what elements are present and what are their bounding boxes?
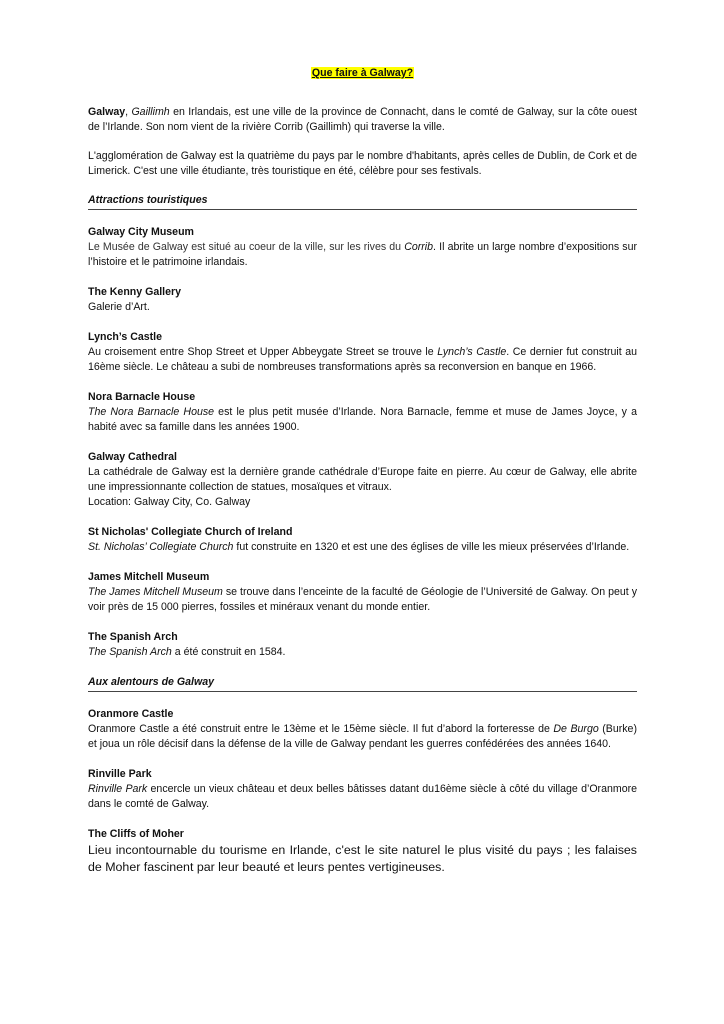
attraction-title: Rinville Park bbox=[88, 768, 152, 780]
italic-text: St. Nicholas’ Collegiate Church bbox=[88, 541, 234, 553]
body-text: , bbox=[125, 106, 132, 118]
attraction-description bbox=[88, 405, 637, 435]
body-text: encercle un vieux château et deux belles bâtisses datant du16ème siècle à côté du village d’Oranmore dans le comté de Galway. bbox=[88, 783, 637, 810]
attraction-title: The Spanish Arch bbox=[88, 631, 178, 643]
body-text: Lieu incontournable du tourisme en Irlande, c'est le site naturel le plus visité du pays ; les falaises de Moher fascinent par leur beauté et leurs pentes vertigineuses. bbox=[88, 843, 637, 874]
body-text: . Il abrite un large nombre d’expositions sur l’histoire et le patrimoine irlandais. bbox=[88, 241, 637, 268]
document-section bbox=[88, 193, 637, 660]
attraction-entry bbox=[88, 630, 637, 660]
attraction-entry bbox=[88, 330, 637, 375]
attraction-title: The Kenny Gallery bbox=[88, 286, 182, 298]
document-content bbox=[88, 66, 637, 891]
sections-container bbox=[88, 193, 637, 876]
body-text: se trouve dans l’enceinte de la faculté de Géologie de l’Université de Galway. On peut y voir près de 15 000 pierres, fossiles et minéraux venant du monde entier. bbox=[88, 586, 637, 613]
attraction-entry bbox=[88, 767, 637, 812]
body-text: Au croisement entre Shop Street et Upper Abbeygate Street se trouve le bbox=[88, 346, 438, 358]
italic-text: Gaillimh bbox=[131, 106, 170, 118]
italic-text: De Burgo bbox=[553, 723, 599, 735]
body-text: en Irlandais, est une ville de la province de Connacht, dans le comté de Galway, sur la côte ouest de l’Irlande. Son nom vient de la rivière Corrib (Gaillimh) qui traverse la ville. bbox=[88, 106, 637, 133]
body-text: fut construite en 1320 et est une des églises de ville les mieux préservées d’Irlande. bbox=[233, 541, 630, 553]
italic-text: Rinville Park bbox=[88, 783, 148, 795]
section-heading: Aux alentours de Galway bbox=[88, 675, 637, 692]
italic-text: The James Mitchell Museum bbox=[88, 586, 223, 598]
attraction-title: Lynch’s Castle bbox=[88, 331, 162, 343]
attraction-entry bbox=[88, 225, 637, 270]
attraction-description bbox=[88, 240, 637, 270]
attraction-description bbox=[88, 842, 637, 876]
intro-section bbox=[88, 105, 637, 179]
attraction-description bbox=[88, 540, 637, 555]
attraction-title: Oranmore Castle bbox=[88, 708, 174, 720]
intro-paragraph bbox=[88, 105, 637, 135]
body-text: est le plus petit musée d’Irlande. Nora Barnacle, femme et muse de James Joyce, y a habité avec sa famille dans les années 1900. bbox=[88, 406, 637, 433]
attraction-title: The Cliffs of Moher bbox=[88, 828, 184, 840]
attraction-location: Location: Galway City, Co. Galway bbox=[88, 496, 251, 508]
italic-text: The Spanish Arch bbox=[88, 646, 172, 658]
attraction-entry bbox=[88, 525, 637, 555]
attraction-title: Galway Cathedral bbox=[88, 451, 177, 463]
body-text: (Burke) et joua un rôle décisif dans la défense de la ville de Galway pendant les guerres confédérées des années 1640. bbox=[88, 723, 637, 750]
body-text: a été construit en 1584. bbox=[171, 646, 286, 658]
attraction-description bbox=[88, 345, 637, 375]
attraction-description bbox=[88, 722, 637, 752]
attraction-entry bbox=[88, 570, 637, 615]
attraction-title: Galway City Museum bbox=[88, 226, 194, 238]
intro-paragraph bbox=[88, 149, 637, 179]
section-heading: Attractions touristiques bbox=[88, 193, 637, 210]
attraction-description bbox=[88, 300, 637, 315]
attraction-description bbox=[88, 465, 637, 495]
italic-text: Corrib bbox=[404, 241, 434, 253]
document-section bbox=[88, 675, 637, 876]
bold-text: Galway bbox=[88, 106, 126, 118]
attraction-entry bbox=[88, 285, 637, 315]
document-title: Que faire à Galway? bbox=[311, 67, 414, 79]
attraction-description bbox=[88, 782, 637, 812]
italic-text: The Nora Barnacle House bbox=[88, 406, 215, 418]
body-text: L'agglomération de Galway est la quatrième du pays par le nombre d'habitants, après celles de Dublin, de Cork et de Limerick. C'est une ville étudiante, très touristique en été, célèbre pour ses festivals. bbox=[88, 150, 637, 177]
attraction-title: St Nicholas' Collegiate Church of Ireland bbox=[88, 526, 293, 538]
body-text: Le Musée de Galway est situé au coeur de la ville, sur les rives du bbox=[88, 241, 405, 253]
italic-text: Lynch’s Castle bbox=[437, 346, 507, 358]
body-text: . Ce dernier fut construit au 16ème siècle. Le château a subi de nombreuses transformations après sa reconversion en banque en 1966. bbox=[88, 346, 638, 373]
attraction-entry bbox=[88, 450, 637, 510]
body-text: La cathédrale de Galway est la dernière grande cathédrale d’Europe faite en pierre. Au cœur de Galway, elle abrite une impressionnante collection de statues, mosaïques et vitraux. bbox=[88, 466, 637, 493]
attraction-title: Nora Barnacle House bbox=[88, 391, 196, 403]
attraction-description bbox=[88, 645, 637, 660]
attraction-description bbox=[88, 585, 637, 615]
body-text: Oranmore Castle a été construit entre le 13ème et le 15ème siècle. Il fut d’abord la forteresse de bbox=[88, 723, 554, 735]
title-wrapper bbox=[88, 66, 637, 81]
body-text: Galerie d’Art. bbox=[88, 301, 150, 313]
attraction-title: James Mitchell Museum bbox=[88, 571, 210, 583]
attraction-entry bbox=[88, 707, 637, 752]
attraction-entry bbox=[88, 827, 637, 876]
attraction-entry bbox=[88, 390, 637, 435]
